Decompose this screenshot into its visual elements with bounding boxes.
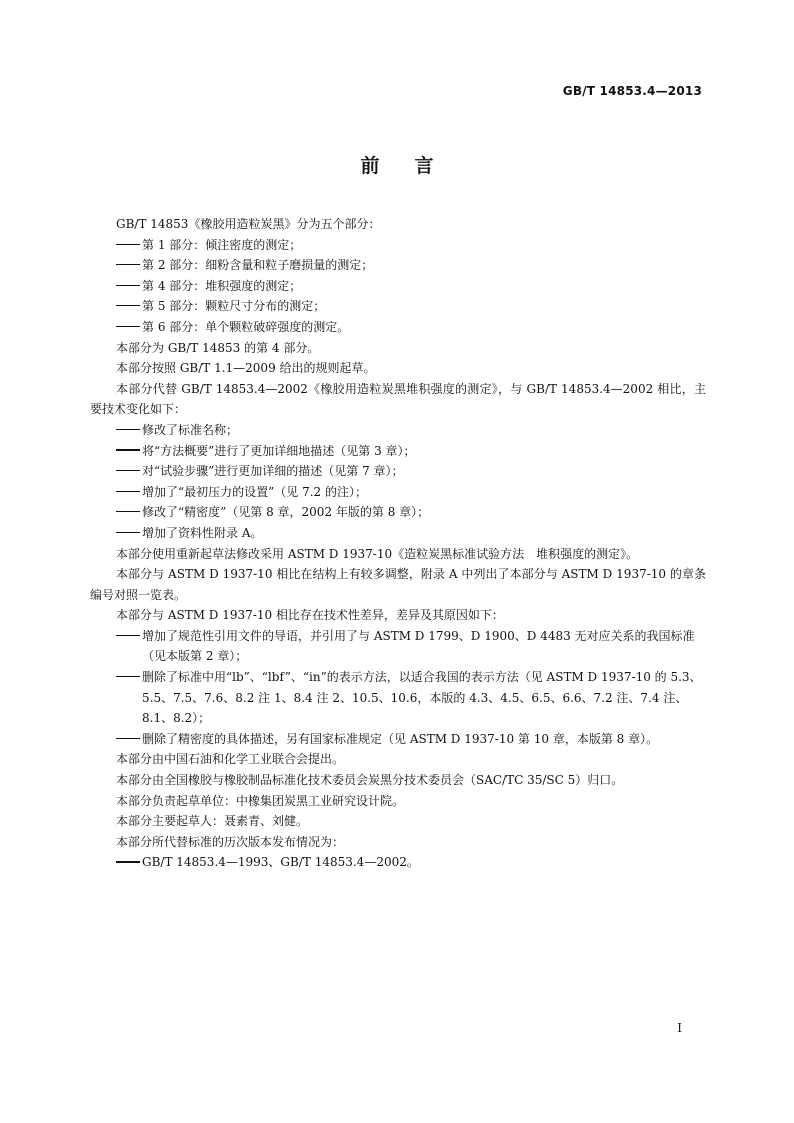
document-code: GB/T 14853.4—2013 <box>562 84 702 98</box>
list-item-text: 删除了精密度的具体描述，另有国家标准规定（见 ASTM D 1937-10 第 10 章，本版第 8 章）。 <box>142 731 659 746</box>
list-item <box>90 729 706 750</box>
dash-mark <box>116 285 140 286</box>
list-item-text: 增加了资料性附录 A。 <box>142 525 263 540</box>
paragraph: GB/T 14853《橡胶用造粒炭黑》分为五个部分： <box>116 217 381 231</box>
dash-mark <box>116 635 140 636</box>
list-item-text: 增加了“最初压力的设置”（见 7.2 的注）； <box>142 484 367 499</box>
list-item-text: 第 1 部分：倾注密度的测定； <box>142 237 302 252</box>
list-item <box>90 276 706 297</box>
list-item <box>90 441 706 462</box>
page-number: I <box>677 1021 682 1035</box>
dash-mark <box>116 449 140 450</box>
list-item <box>90 502 706 523</box>
list-item <box>90 255 706 276</box>
list-item <box>90 461 706 482</box>
list-item <box>90 317 706 338</box>
paragraph: 本部分由全国橡胶与橡胶制品标准化技术委员会炭黑分技术委员会（SAC/TC 35/SC 5）归口。 <box>116 773 624 788</box>
paragraph: 本部分负责起草单位：中橡集团炭黑工业研究设计院。 <box>116 793 405 808</box>
list-item <box>90 667 706 729</box>
paragraph: 本部分使用重新起草法修改采用 ASTM D 1937-10《造粒炭黑标准试验方法 堆积强度的测定》。 <box>116 546 639 561</box>
list-item <box>90 852 706 873</box>
dash-mark <box>116 676 140 677</box>
paragraph: 本部分主要起草人：聂素青、刘健。 <box>116 814 309 829</box>
list-item <box>90 235 706 256</box>
dash-mark <box>116 491 140 492</box>
list-item-text: 修改了“精密度”（见第 8 章，2002 年版的第 8 章）； <box>142 505 430 520</box>
paragraph: 本部分按照 GB/T 1.1—2009 给出的规则起草。 <box>116 361 376 376</box>
page-title: 前言 <box>360 155 469 177</box>
dash-mark <box>116 244 140 245</box>
list-item-text: 修改了标准名称； <box>142 422 239 437</box>
list-item-text: 对“试验步骤”进行更加详细的描述（见第 7 章）； <box>142 464 404 479</box>
foreword-body <box>90 214 706 873</box>
dash-mark <box>116 738 140 739</box>
paragraph: 本部分由中国石油和化学工业联合会提出。 <box>116 752 345 767</box>
list-item <box>90 626 706 667</box>
list-item <box>90 523 706 544</box>
dash-mark <box>116 532 140 533</box>
dash-mark <box>116 511 140 512</box>
dash-mark <box>116 429 140 430</box>
list-item <box>90 420 706 441</box>
dash-mark <box>116 305 140 306</box>
list-item-text: 第 4 部分：堆积强度的测定； <box>142 278 302 293</box>
dash-mark <box>116 861 140 862</box>
list-item-text: 增加了规范性引用文件的导语，并引用了与 ASTM D 1799、D 1900、D 4483 无对应关系的我国标准（见本版第 2 章）； <box>142 628 695 664</box>
dash-mark <box>116 264 140 265</box>
paragraph: 本部分为 GB/T 14853 的第 4 部分。 <box>116 340 320 355</box>
paragraph: 本部分代替 GB/T 14853.4—2002《橡胶用造粒炭黑堆积强度的测定》，与 GB/T 14853.4—2002 相比，主要技术变化如下： <box>90 381 706 417</box>
list-item-text: 第 6 部分：单个颗粒破碎强度的测定。 <box>142 319 350 334</box>
dash-mark <box>116 470 140 471</box>
paragraph: 本部分与 ASTM D 1937-10 相比存在技术性差异，差异及其原因如下： <box>116 608 504 623</box>
paragraph: 本部分所代替标准的历次版本发布情况为： <box>116 834 345 849</box>
paragraph: 本部分与 ASTM D 1937-10 相比在结构上有较多调整，附录 A 中列出了本部分与 ASTM D 1937-10 的章条编号对照一览表。 <box>90 567 706 602</box>
list-item <box>90 482 706 503</box>
list-item-text: 将“方法概要”进行了更加详细地描述（见第 3 章）； <box>142 443 416 458</box>
list-item-text: 第 2 部分：细粉含量和粒子磨损量的测定； <box>142 258 374 273</box>
list-item-text: 删除了标准中用“lb”、“lbf”、“in”的表示方法，以适合我国的表示方法（见 ASTM D 1937-10 的 5.3、5.5、7.5、7.6、8.2 注 1、8.4 注 2、10.5、10.6，本版的 4.3、4.5、6.5、6.6、7.2 注、7.4 注、8.1、8.2）； <box>142 670 702 726</box>
dash-mark <box>116 326 140 327</box>
list-item <box>90 296 706 317</box>
list-item-text: GB/T 14853.4—1993、GB/T 14853.4—2002。 <box>142 855 419 870</box>
list-item-text: 第 5 部分：颗粒尺寸分布的测定； <box>142 299 326 314</box>
